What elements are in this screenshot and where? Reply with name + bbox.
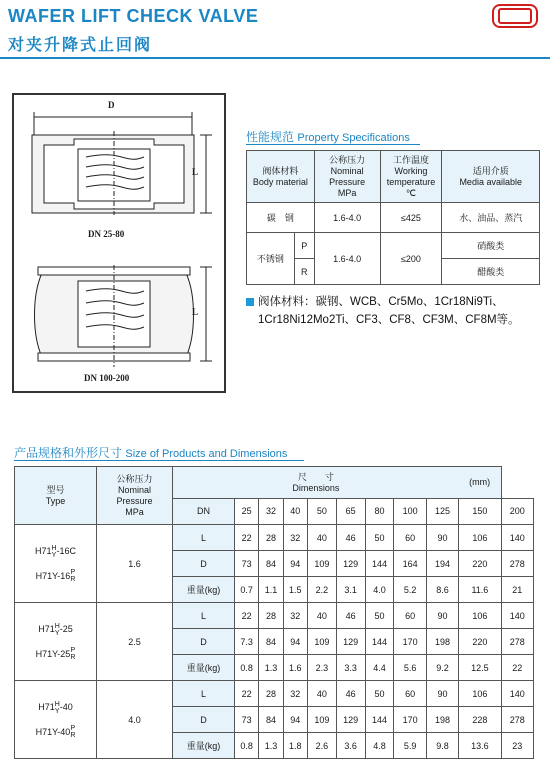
header-size-pressure-en2: Pressure	[116, 495, 153, 506]
value-cell: 60	[394, 525, 426, 551]
model-b-sub: R	[70, 654, 76, 662]
property-section-title	[246, 128, 410, 145]
value-cell: 46	[336, 525, 365, 551]
value-cell: 90	[426, 603, 458, 629]
value-cell: 220	[459, 629, 501, 655]
value-cell: 12.5	[459, 655, 501, 681]
header-body-material	[247, 151, 315, 203]
header-dn-value: 65	[336, 499, 365, 525]
value-cell: 140	[501, 681, 534, 707]
value-cell: 109	[307, 629, 336, 655]
header-dn-value: 200	[501, 499, 534, 525]
model-cell	[15, 525, 97, 603]
value-cell: 106	[459, 525, 501, 551]
valve-drawing-small	[32, 112, 212, 215]
header-media-en: Media available	[459, 176, 522, 187]
header-temperature	[380, 151, 442, 203]
value-cell: 170	[394, 707, 426, 733]
value-cell: 8.6	[426, 577, 458, 603]
technical-drawing-panel	[12, 93, 226, 393]
header-dn-value: 125	[426, 499, 458, 525]
brand-logo-mark	[498, 8, 532, 24]
header-type	[15, 467, 97, 525]
property-table	[246, 150, 540, 285]
brand-logo	[492, 4, 538, 28]
model-b: H71Y-40	[35, 726, 71, 737]
row-label: L	[173, 681, 235, 707]
value-cell: 13.6	[459, 733, 501, 759]
header-dn: DN	[173, 499, 235, 525]
value-cell: 9.2	[426, 655, 458, 681]
note-line-2: 1Cr18Ni12Mo2Ti、CF3、CF8、CF3M、CF8M等。	[258, 314, 520, 326]
value-cell: 22	[501, 655, 534, 681]
value-cell: 198	[426, 707, 458, 733]
value-cell: 1.3	[259, 733, 283, 759]
header-pressure-en2: Pressure	[329, 176, 366, 187]
value-cell: 144	[365, 629, 394, 655]
value-cell: 2.6	[307, 733, 336, 759]
row-label: D	[173, 629, 235, 655]
row-label: 重量(kg)	[173, 733, 235, 759]
drawing-caption-large: DN 100-200	[84, 373, 130, 383]
page-title: WAFER LIFT CHECK VALVE	[8, 6, 259, 26]
value-cell: 32	[283, 525, 307, 551]
value-cell: 50	[365, 525, 394, 551]
value-cell: 106	[459, 681, 501, 707]
header-media-cn: 适用介质	[472, 165, 509, 176]
model-b-sub: R	[70, 732, 76, 740]
drawing-caption-small: DN 25-80	[88, 229, 125, 239]
value-cell: 46	[336, 603, 365, 629]
value-cell: 94	[283, 629, 307, 655]
value-cell: 73	[235, 707, 259, 733]
header-size-pressure-cn: 公称压力	[116, 473, 153, 484]
cell-carbon-material: 碳 钢	[247, 203, 315, 233]
header-size-pressure-en1: Nominal	[117, 484, 151, 495]
valve-drawing-large	[35, 265, 213, 367]
value-cell: 164	[394, 551, 426, 577]
value-cell: 5.2	[394, 577, 426, 603]
header-size-pressure	[97, 467, 173, 525]
header-temp-cn: 工作温度	[392, 154, 429, 165]
value-cell: 4.8	[365, 733, 394, 759]
cell-stainless-media-r: 醋酸类	[442, 259, 540, 285]
value-cell: 2.2	[307, 577, 336, 603]
value-cell: 198	[426, 629, 458, 655]
value-cell: 0.7	[235, 577, 259, 603]
size-section-title	[14, 444, 287, 461]
note-bullet-icon	[246, 298, 254, 306]
value-cell: 1.1	[259, 577, 283, 603]
cell-stainless-pressure: 1.6-4.0	[314, 233, 380, 285]
model-cell	[15, 603, 97, 681]
value-cell: 5.9	[394, 733, 426, 759]
dimension-l-label-top: L	[192, 167, 199, 177]
value-cell: 23	[501, 733, 534, 759]
value-cell: 50	[365, 603, 394, 629]
value-cell: 50	[365, 681, 394, 707]
value-cell: 60	[394, 603, 426, 629]
header-dn-value: 150	[459, 499, 501, 525]
value-cell: 228	[459, 707, 501, 733]
row-label: D	[173, 551, 235, 577]
size-table	[14, 466, 534, 759]
value-cell: 109	[307, 551, 336, 577]
header-dn-value: 25	[235, 499, 259, 525]
value-cell: 90	[426, 525, 458, 551]
value-cell: 73	[235, 551, 259, 577]
cell-carbon-temp: ≤425	[380, 203, 442, 233]
model-a: H71	[38, 701, 55, 712]
note-line-1: 阀体材料：碳钢、WCB、Cr5Mo、1Cr18Ni9Ti、	[258, 296, 504, 308]
header-type-en: Type	[45, 495, 66, 506]
value-cell: 22	[235, 681, 259, 707]
value-cell: 94	[283, 707, 307, 733]
value-cell: 4.4	[365, 655, 394, 681]
model-a-sub: Y	[51, 551, 57, 559]
model-b-sup: P	[70, 725, 76, 733]
value-cell: 140	[501, 525, 534, 551]
value-cell: 40	[307, 603, 336, 629]
value-cell: 28	[259, 603, 283, 629]
value-cell: 278	[501, 707, 534, 733]
value-cell: 11.6	[459, 577, 501, 603]
model-b-sup: P	[70, 647, 76, 655]
value-cell: 22	[235, 603, 259, 629]
value-cell: 32	[283, 603, 307, 629]
value-cell: 84	[259, 707, 283, 733]
value-cell: 4.0	[365, 577, 394, 603]
cell-stainless-temp: ≤200	[380, 233, 442, 285]
row-label: L	[173, 603, 235, 629]
size-section-rule	[14, 460, 304, 461]
value-cell: 1.3	[259, 655, 283, 681]
dimension-l-label-bottom: L	[192, 307, 199, 317]
row-label: 重量(kg)	[173, 655, 235, 681]
property-section-rule	[246, 144, 420, 145]
header-temp-en2: temperature	[386, 176, 436, 187]
cell-carbon-media: 水、油品、蒸汽	[442, 203, 540, 233]
value-cell: 129	[336, 707, 365, 733]
header-dimensions	[173, 467, 459, 499]
value-cell: 3.1	[336, 577, 365, 603]
value-cell: 1.6	[283, 655, 307, 681]
header-pressure-en1: Nominal	[330, 165, 364, 176]
value-cell: 84	[259, 551, 283, 577]
value-cell: 90	[426, 681, 458, 707]
model-b-sub: R	[70, 576, 76, 584]
row-label: L	[173, 525, 235, 551]
value-cell: 106	[459, 603, 501, 629]
header-body-material-cn: 阀体材料	[262, 165, 299, 176]
model-a-sub: Y	[54, 707, 60, 715]
header-pressure	[314, 151, 380, 203]
model-b: H71Y-25	[35, 648, 71, 659]
pressure-cell: 4.0	[97, 681, 173, 759]
model-b: H71Y-16	[35, 570, 71, 581]
value-cell: 194	[426, 551, 458, 577]
model-a-tail: -40	[59, 701, 73, 712]
value-cell: 94	[283, 551, 307, 577]
model-b-sup: P	[70, 569, 76, 577]
dimension-d-label: D	[108, 100, 115, 110]
model-a-tail: -16C	[56, 545, 77, 556]
value-cell: 21	[501, 577, 534, 603]
value-cell: 129	[336, 551, 365, 577]
value-cell: 140	[501, 603, 534, 629]
value-cell: 22	[235, 525, 259, 551]
cell-carbon-pressure: 1.6-4.0	[314, 203, 380, 233]
value-cell: 1.8	[283, 733, 307, 759]
value-cell: 278	[501, 551, 534, 577]
value-cell: 170	[394, 629, 426, 655]
model-a-tail: -25	[59, 623, 73, 634]
row-label: 重量(kg)	[173, 577, 235, 603]
value-cell: 28	[259, 681, 283, 707]
header-dn-value: 100	[394, 499, 426, 525]
header-pressure-unit: MPa	[337, 187, 357, 198]
row-label: D	[173, 707, 235, 733]
value-cell: 32	[283, 681, 307, 707]
cell-stainless-media-p: 硝酸类	[442, 233, 540, 259]
header-dimensions-en: Dimensions	[292, 482, 340, 493]
material-note	[246, 293, 520, 329]
value-cell: 3.3	[336, 655, 365, 681]
header-temp-unit: ℃	[405, 187, 417, 198]
header-type-cn: 型号	[46, 484, 65, 495]
value-cell: 2.3	[307, 655, 336, 681]
value-cell: 144	[365, 707, 394, 733]
value-cell: 278	[501, 629, 534, 655]
value-cell: 5.6	[394, 655, 426, 681]
pressure-cell: 2.5	[97, 603, 173, 681]
model-a: H71	[34, 545, 52, 556]
header-body-material-en: Body material	[252, 176, 308, 187]
header-dn-value: 40	[283, 499, 307, 525]
value-cell: 1.5	[283, 577, 307, 603]
cell-stainless-p: P	[294, 233, 314, 259]
header-media	[442, 151, 540, 203]
valve-drawing-svg	[14, 95, 224, 391]
model-a-sup: H	[54, 622, 60, 630]
table-row	[15, 603, 534, 629]
page-title-chinese: 对夹升降式止回阀	[8, 37, 153, 54]
value-cell: 60	[394, 681, 426, 707]
value-cell: 144	[365, 551, 394, 577]
header-dimensions-cn: 尺 寸	[297, 471, 334, 482]
size-title-cn: 产品规格和外形尺寸	[14, 446, 123, 460]
model-a-sub: Y	[54, 629, 60, 637]
header-unit: (mm)	[459, 467, 501, 499]
model-a-sup: H	[54, 700, 60, 708]
header-pressure-cn: 公称压力	[329, 154, 366, 165]
header-dn-value: 32	[259, 499, 283, 525]
header-dn-value: 80	[365, 499, 394, 525]
value-cell: 40	[307, 681, 336, 707]
header-dn-value: 50	[307, 499, 336, 525]
model-a: H71	[38, 623, 55, 634]
value-cell: 109	[307, 707, 336, 733]
value-cell: 0.8	[235, 733, 259, 759]
value-cell: 220	[459, 551, 501, 577]
cell-stainless-r: R	[294, 259, 314, 285]
value-cell: 84	[259, 629, 283, 655]
model-cell	[15, 681, 97, 759]
value-cell: 7.3	[235, 629, 259, 655]
value-cell: 9.8	[426, 733, 458, 759]
header-size-pressure-unit: MPa	[125, 506, 144, 517]
value-cell: 28	[259, 525, 283, 551]
table-row	[15, 681, 534, 707]
value-cell: 0.8	[235, 655, 259, 681]
value-cell: 129	[336, 629, 365, 655]
title-divider	[0, 57, 550, 59]
header-temp-en1: Working	[394, 165, 428, 176]
value-cell: 40	[307, 525, 336, 551]
table-row	[15, 525, 534, 551]
property-title-en: Property Specifications	[297, 132, 410, 144]
pressure-cell: 1.6	[97, 525, 173, 603]
value-cell: 3.6	[336, 733, 365, 759]
property-title-cn: 性能规范	[246, 130, 295, 144]
model-a-sup: H	[51, 544, 57, 552]
cell-stainless-material: 不锈钢	[247, 233, 295, 285]
value-cell: 46	[336, 681, 365, 707]
size-title-en: Size of Products and Dimensions	[125, 448, 288, 460]
